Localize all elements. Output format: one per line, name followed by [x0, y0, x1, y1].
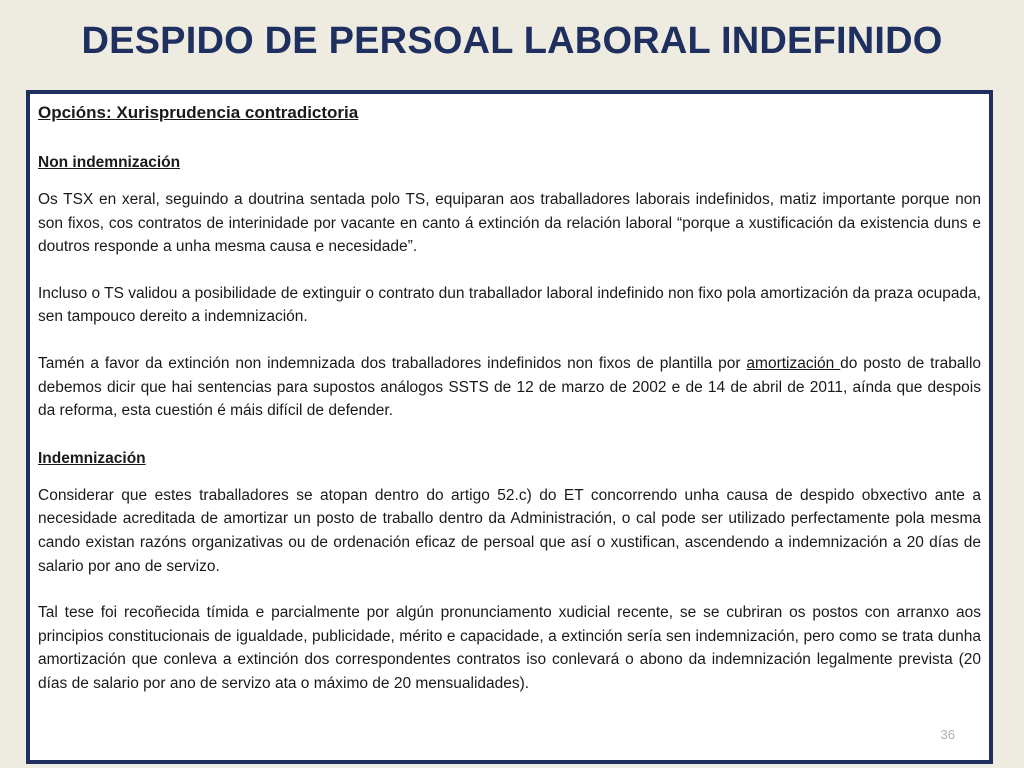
- box-heading: Opcións: Xurisprudencia contradictoria: [38, 103, 359, 122]
- section-title-non-indemnizacion: Non indemnización: [38, 154, 181, 171]
- content-box: [26, 90, 993, 764]
- slide-title: DESPIDO DE PERSOAL LABORAL INDEFINIDO: [81, 20, 943, 62]
- underlined-term: amortización: [746, 354, 841, 372]
- paragraph: Tal tese foi recoñecida tímida e parcialmente por algún pronunciamento xudicial recente, se se cubriran os postos con arranxo aos principios constitucionais de igualdade, publicidade, mérito e capacidade, a extinción sería sen indemnización, pero como se trata dunha amortización que conleva a extinción dos correspondentes contratos iso conlevará o abono da indemnización legalmente prevista (20 días de salario por ano de servizo ata o máximo de 20 mensualidades).: [38, 604, 981, 692]
- page-number: 36: [940, 727, 955, 742]
- paragraph: Considerar que estes traballadores se atopan dentro do artigo 52.c) do ET concorrendo unha causa de despido obxectivo ante a necesidade acreditada de amortizar un posto de traballo dentro da Administración, o cal pode ser utilizado perfectamente pola mesma cando existan razóns organizativas ou de ordenación eficaz de persoal que así o xustifican, ascendendo a indemnización a 20 días de salario por ano de servizo.: [38, 486, 981, 575]
- paragraph: Os TSX en xeral, seguindo a doutrina sentada polo TS, equiparan aos traballadores laborais indefinidos, matiz importante porque non son fixos, cos contratos de interinidade por vacante en canto á extinción da relación laboral “porque a xustificación da existencia duns e doutros responde a unha mesma causa e necesidade”.: [38, 191, 981, 256]
- section-title-indemnizacion: Indemnización: [38, 449, 146, 467]
- paragraph: Incluso o TS validou a posibilidade de extinguir o contrato dun traballador laboral indefinido non fixo pola amortización da praza ocupada, sen tampouco dereito a indemnización.: [38, 284, 981, 326]
- paragraph: [38, 352, 981, 423]
- paragraph-text: do posto de traballo debemos dicir que hai sentencias para supostos análogos SSTS de 12 de marzo de 2002 e de 14 de abril de 2011, aínda que despois da reforma, esta cuestión é máis difícil de defender.: [38, 354, 982, 420]
- paragraph-text: Tamén a favor da extinción non indemnizada dos traballadores indefinidos non fixos de plantilla por: [38, 354, 747, 372]
